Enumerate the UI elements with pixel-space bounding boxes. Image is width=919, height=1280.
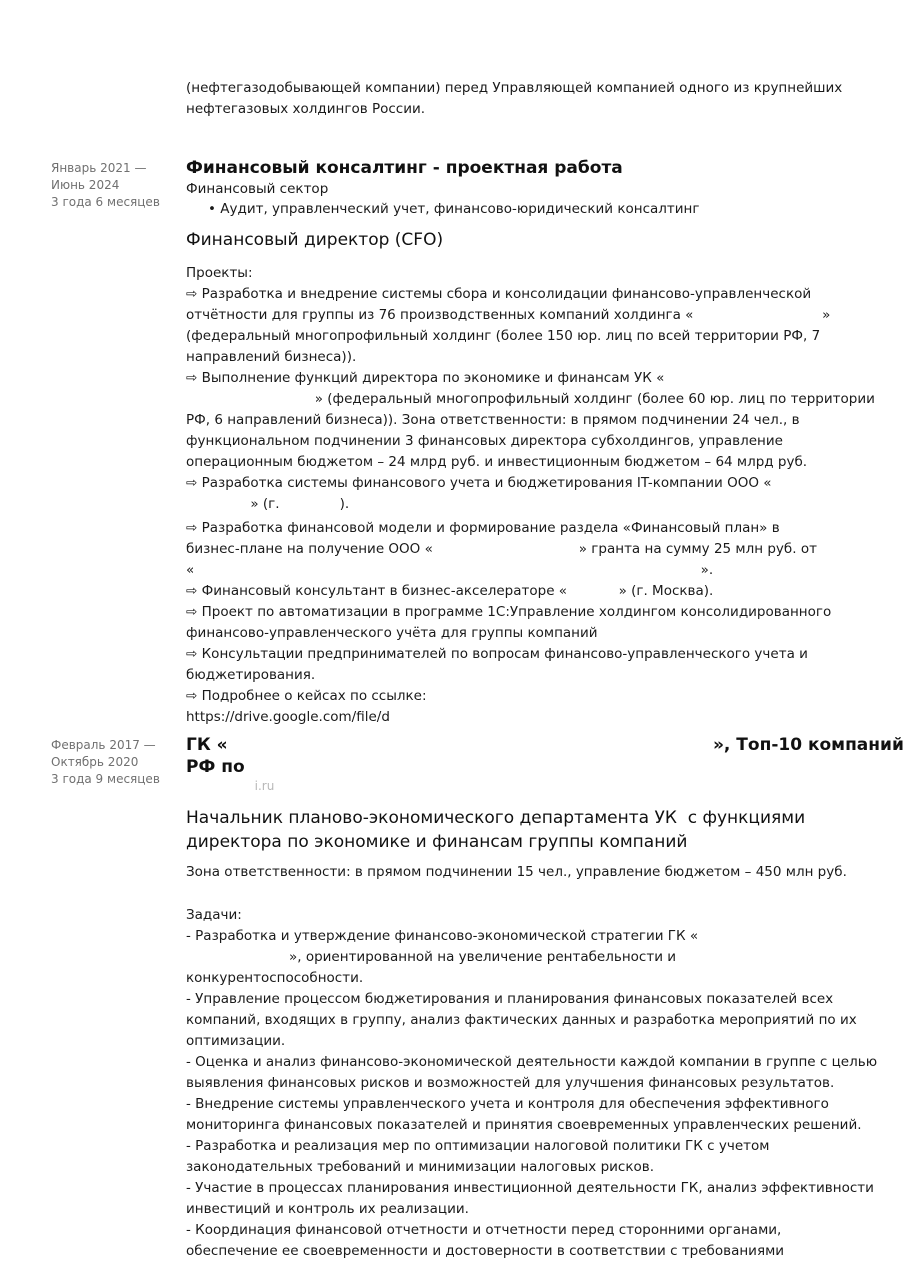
text-line: инвестиций и контроль их реализации. [186, 1201, 469, 1217]
text-line: функциональном подчинении 3 финансовых директора субхолдингов, управление [186, 433, 783, 449]
job2-start-date: Февраль 2017 — [51, 738, 156, 752]
job2-company-cont: РФ по [186, 757, 245, 777]
case-link[interactable]: https://drive.google.com/file/d [186, 709, 390, 725]
job2-zone: Зона ответственности: в прямом подчинении 15 чел., управление бюджетом – 450 млн руб. [186, 864, 847, 880]
job2-end-date: Октябрь 2020 [51, 755, 139, 769]
text-line: ⇨ Разработка и внедрение системы сбора и консолидации финансово-управленческой [186, 286, 812, 302]
job1-company: Финансовый консалтинг - проектная работа [186, 158, 623, 178]
text-line: » (г. ). [186, 496, 350, 512]
text-line: ⇨ Выполнение функций директора по экономике и финансам УК « [186, 370, 665, 386]
job2-section [186, 734, 904, 1262]
text-line: (федеральный многопрофильный холдинг (более 150 юр. лиц по всей территории РФ, 7 [186, 328, 821, 344]
job2-position: Начальник планово-экономического департамента УК с функциями [186, 808, 806, 828]
text-line: Задачи: [186, 907, 242, 923]
text-line: операционным бюджетом – 24 млрд руб. и инвестиционным бюджетом – 64 млрд руб. [186, 454, 808, 470]
text-line: - Участие в процессах планирования инвестиционной деятельности ГК, анализ эффективности [186, 1180, 874, 1196]
text-line: направлений бизнеса)). [186, 349, 357, 365]
text-line: ⇨ Проект по автоматизации в программе 1С:Управление холдингом консолидированного [186, 604, 832, 620]
text-line: законодательных требований и минимизации налоговых рисков. [186, 1159, 655, 1175]
text-line: », ориентированной на увеличение рентабельности и [186, 949, 677, 965]
job1-description [186, 263, 876, 728]
job1-sector-bullet: • Аудит, управленческий учет, финансово-юридический консалтинг [208, 201, 700, 217]
job2-company: ГК « », Топ-10 компаний [186, 735, 904, 755]
text-line: - Управление процессом бюджетирования и планирования финансовых показателей всех [186, 991, 834, 1007]
job1-section [186, 157, 876, 728]
text-line: » (федеральный многопрофильный холдинг (более 60 юр. лиц по территории [186, 391, 875, 407]
text-line: - Разработка и реализация мер по оптимизации налоговой политики ГК с учетом [186, 1138, 770, 1154]
text-line: ⇨ Разработка финансовой модели и формирование раздела «Финансовый план» в [186, 520, 780, 536]
job2-company-site[interactable]: i.ru [186, 779, 275, 793]
text-line: выявления финансовых рисков и возможностей для улучшения финансовых результатов. [186, 1075, 835, 1091]
text-line: компаний, входящих в группу, анализ фактических данных и разработка мероприятий по их [186, 1012, 857, 1028]
text-line: « ». [186, 562, 714, 578]
text-line: ⇨ Консультации предпринимателей по вопросам финансово-управленческого учета и [186, 646, 808, 662]
text-line: - Оценка и анализ финансово-экономической деятельности каждой компании в группе с целью [186, 1054, 878, 1070]
job1-sector: Финансовый сектор [186, 181, 329, 197]
text-line: нефтегазовых холдингов России. [186, 101, 426, 117]
text-line: - Разработка и утверждение финансово-экономической стратегии ГК « [186, 928, 699, 944]
text-line: отчётности для группы из 76 производственных компаний холдинга « » [186, 307, 831, 323]
job1-start-date: Январь 2021 — [51, 161, 147, 175]
job2-period [51, 737, 176, 788]
text-line: финансово-управленческого учёта для группы компаний [186, 625, 598, 641]
text-line: бюджетирования. [186, 667, 316, 683]
job1-position: Финансовый директор (CFO) [186, 230, 444, 250]
text-line: мониторинга финансовых показателей и принятия своевременных управленческих решений. [186, 1117, 862, 1133]
text-line: ⇨ Подробнее о кейсах по ссылке: [186, 688, 427, 704]
text-line: конкурентоспособности. [186, 970, 364, 986]
text-line: РФ, 6 направлений бизнеса)). Зона ответственности: в прямом подчинении 24 чел., в [186, 412, 800, 428]
job2-description [186, 905, 876, 1262]
text-line: - Координация финансовой отчетности и отчетности перед сторонними органами, [186, 1222, 782, 1238]
job1-period [51, 160, 176, 211]
text-line: ⇨ Разработка системы финансового учета и бюджетирования IT-компании ООО « [186, 475, 772, 491]
job1-duration: 3 года 6 месяцев [51, 195, 160, 209]
text-line: бизнес-плане на получение ООО « » гранта на сумму 25 млн руб. от [186, 541, 817, 557]
job2-position-cont: директора по экономике и финансам группы компаний [186, 832, 688, 852]
text-line: обеспечение ее своевременности и достоверности в соответствии с требованиями [186, 1243, 785, 1259]
text-line: - Внедрение системы управленческого учета и контроля для обеспечения эффективного [186, 1096, 829, 1112]
job2-duration: 3 года 9 месяцев [51, 772, 160, 786]
job1-end-date: Июнь 2024 [51, 178, 120, 192]
previous-job-description [186, 78, 876, 120]
text-line: оптимизации. [186, 1033, 286, 1049]
text-line: (нефтегазодобывающей компании) перед Управляющей компанией одного из крупнейших [186, 80, 843, 96]
text-line: ⇨ Финансовый консультант в бизнес-акселераторе « » (г. Москва). [186, 583, 714, 599]
text-line: Проекты: [186, 265, 253, 281]
